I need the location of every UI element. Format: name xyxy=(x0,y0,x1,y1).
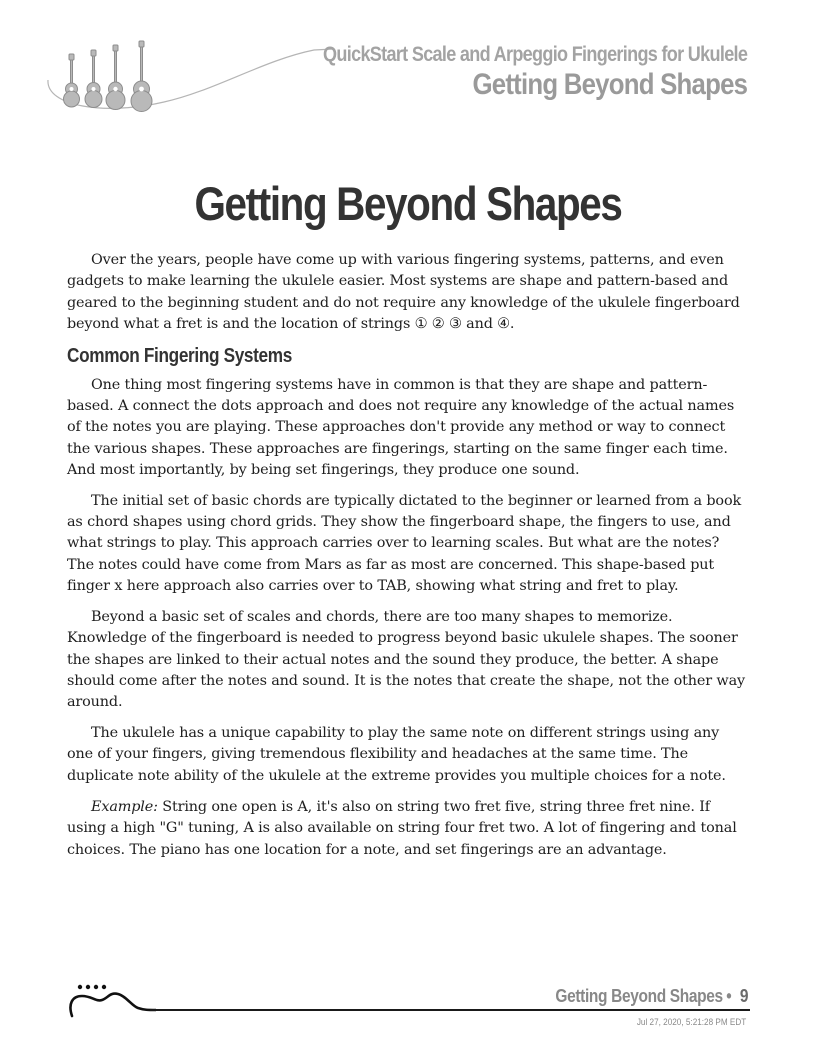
book-title: QuickStart Scale and Arpeggio Fingerings for Ukulele xyxy=(322,43,747,66)
footer-label xyxy=(555,986,748,1007)
example-paragraph xyxy=(67,797,749,861)
section-heading: Common Fingering Systems xyxy=(67,344,292,367)
page-number: 9 xyxy=(739,986,748,1006)
intro-paragraph: Over the years, people have come up with various fingering systems, patterns, and even gadgets to make learning the ukulele easier. Most systems are shape and pattern-based and geared to the beginning student and do not require any knowledge of the ukulele fingerboard beyond what a fret is and the location of strings ① ② ③ and ④. xyxy=(67,252,740,333)
footer-section-title: Getting Beyond Shapes xyxy=(555,986,723,1006)
running-header xyxy=(254,42,747,102)
example-label: Example: xyxy=(91,798,158,815)
footer-bullet: • xyxy=(726,986,732,1006)
paragraph-4: The ukulele has a unique capability to play the same note on different strings using any one of your fingers, giving tremendous flexibility and headaches at the same time. The duplicate note ability of the ukulele at the extreme provides you multiple choices for a note. xyxy=(67,724,726,784)
page-title: Getting Beyond Shapes xyxy=(194,177,622,230)
footer-timestamp: Jul 27, 2020, 5:21:28 PM EDT xyxy=(636,1017,746,1028)
paragraph-2: The initial set of basic chords are typically dictated to the beginner or learned from a book as chord shapes using chord grids. They show the fingerboard shape, the fingers to use, and what strings to play. This approach carries over to learning scales. But what are the notes? The notes could have come from Mars as far as most are concerned. This shape-based put finger x here approach also carries over to TAB, showing what string and fret to play. xyxy=(67,492,742,595)
chapter-title: Getting Beyond Shapes xyxy=(472,68,747,101)
footer-ornament-icon xyxy=(66,980,156,1020)
paragraph-1: One thing most fingering systems have in common is that they are shape and pattern-based. A connect the dots approach and does not require any knowledge of the actual names of the notes you are playing. These approaches don't provide any method or way to connect the various shapes. These approaches are fingerings, starting on the same finger each time. And most importantly, by being set fingerings, they produce one sound. xyxy=(67,376,735,479)
footer-rule xyxy=(150,1009,750,1011)
body-content xyxy=(67,250,749,870)
example-text: String one open is A, it's also on string two fret five, string three fret nine. If using a high "G" tuning, A is also available on string four fret two. A lot of fingering and tonal choices. The piano has one location for a note, and set fingerings are an advantage. xyxy=(67,798,737,858)
paragraph-3: Beyond a basic set of scales and chords, there are too many shapes to memorize. Knowledge of the fingerboard is needed to progress beyond basic ukulele shapes. The sooner the shapes are linked to their actual notes and the sound they produce, the better. A shape should come after the notes and sound. It is the notes that create the shape, not the other way around. xyxy=(67,608,745,711)
